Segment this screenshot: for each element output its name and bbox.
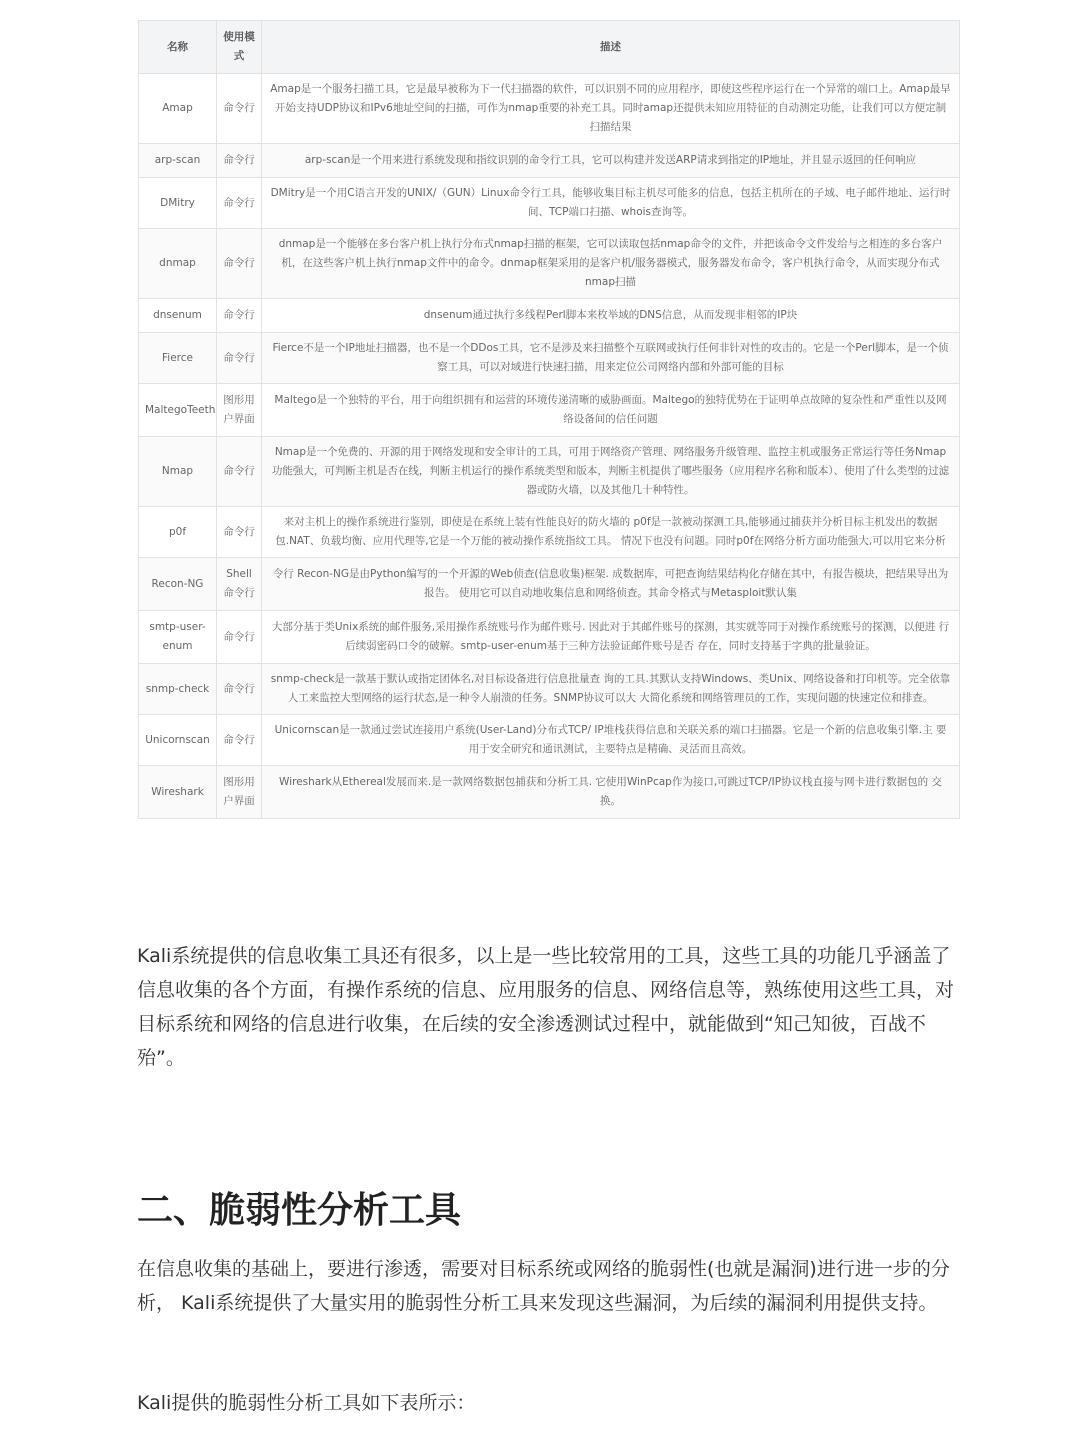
cell-mode: 命令行 [217,715,262,766]
cell-desc: 来对主机上的操作系统进行鉴别，即使是在系统上装有性能良好的防火墙的 p0f是一款被动探测工具,能够通过捕获并分析目标主机发出的数据包.NAT、负载均衡、应用代理等,它是一个万能的被动操作系统指纹工具。 情况下也没有问题。同时p0f在网络分析方面功能强大,可以用它来分析 [262,507,960,558]
cell-desc: DMitry是一个用C语言开发的UNIX/（GUN）Linux命令行工具，能够收集目标主机尽可能多的信息，包括主机所在的子域、电子邮件地址、运行时间、TCP端口扫描、whois查询等。 [262,178,960,229]
cell-desc: dnmap是一个能够在多台客户机上执行分布式nmap扫描的框架，它可以读取包括nmap命令的文件，并把该命令文件发给与之相连的多台客户机，在这些客户机上执行nmap文件中的命令。dnmap框架采用的是客户机/服务器模式，服务器发布命令，客户机执行命令，从而实现分布式nmap扫描 [262,229,960,299]
tools-table [138,20,960,819]
cell-desc: Wireshark从Ethereal发展而来.是一款网络数据包捕获和分析工具. 它使用WinPcap作为接口,可跳过TCP/IP协议栈直接与网卡进行数据包的 交换。 [262,766,960,819]
cell-mode: 命令行 [217,229,262,299]
cell-name: Amap [139,74,217,144]
cell-mode: 图形用户界面 [217,766,262,819]
cell-name: dnsenum [139,299,217,333]
cell-mode: 命令行 [217,299,262,333]
cell-name: Recon-NG [139,558,217,611]
table-row [139,664,960,715]
header-mode: 使用模式 [217,21,262,74]
intro-paragraph: 在信息收集的基础上，要进行渗透，需要对目标系统或网络的脆弱性(也就是漏洞)进行进一步的分析， Kali系统提供了大量实用的脆弱性分析工具来发现这些漏洞，为后续的漏洞利用提供支持。 [137,1258,950,1314]
table-row [139,333,960,384]
cell-desc: snmp-check是一款基于默认或指定团体名,对目标设备进行信息批量查 询的工具.其默认支持Windows、类Unix、网络设备和打印机等。完全依靠 人工来监控大型网络的运行状态,是一种令人崩溃的任务。SNMP协议可以大 大简化系统和网络管理员的工作，实现问题的快速定位和排查。 [262,664,960,715]
header-name: 名称 [139,21,217,74]
table-header-row [139,21,960,74]
cell-desc: arp-scan是一个用来进行系统发现和指纹识别的命令行工具，它可以构建并发送ARP请求到指定的IP地址，并且显示返回的任何响应 [262,144,960,178]
cell-mode: Shell命令行 [217,558,262,611]
table-row [139,299,960,333]
cell-mode: 命令行 [217,178,262,229]
cell-mode: 命令行 [217,74,262,144]
cell-mode: 图形用户界面 [217,384,262,437]
cell-desc: Maltego是一个独特的平台，用于向组织拥有和运营的环境传递清晰的威胁画面。Maltego的独特优势在于证明单点故障的复杂性和严重性以及网络设备间的信任问题 [262,384,960,437]
table-row [139,611,960,664]
cell-mode: 命令行 [217,333,262,384]
cell-desc: Unicornscan是一款通过尝试连接用户系统(User-Land)分布式TCP/ IP堆栈获得信息和关联关系的端口扫描器。它是一个新的信息收集引擎.主 要用于安全研究和通讯测试，主要特点是精确、灵活而且高效。 [262,715,960,766]
header-desc: 描述 [262,21,960,74]
table-row [139,384,960,437]
cell-name: arp-scan [139,144,217,178]
cell-mode: 命令行 [217,507,262,558]
cell-desc: 大部分基于类Unix系统的邮件服务,采用操作系统账号作为邮件账号. 因此对于其邮件账号的探测，其实就等同于对操作系统账号的探测，以便进 行后续弱密码口令的破解。smtp-user-enum基于三种方法验证邮件账号是否 存在，同时支持基于字典的批量验证。 [262,611,960,664]
cell-desc: Fierce不是一个IP地址扫描器，也不是一个DDos工具，它不是涉及来扫描整个互联网或执行任何非针对性的攻击的。它是一个Perl脚本，是一个侦察工具，可以对域进行快速扫描，用来定位公司网络内部和外部可能的目标 [262,333,960,384]
table-caption: Kali提供的脆弱性分析工具如下表所示： [137,1392,476,1414]
cell-name: Wireshark [139,766,217,819]
cell-name: snmp-check [139,664,217,715]
table-row [139,144,960,178]
summary-paragraph: Kali系统提供的信息收集工具还有很多，以上是一些比较常用的工具，这些工具的功能几乎涵盖了信息收集的各个方面，有操作系统的信息、应用服务的信息、网络信息等，熟练使用这些工具，对目标系统和网络的信息进行收集，在后续的安全渗透测试过程中，就能做到“知己知彼，百战不殆”。 [137,945,955,1069]
table-row [139,715,960,766]
table-row [139,178,960,229]
cell-mode: 命令行 [217,437,262,507]
table-row [139,766,960,819]
cell-name: Unicornscan [139,715,217,766]
cell-mode: 命令行 [217,664,262,715]
cell-name: smtp-user-enum [139,611,217,664]
cell-name: DMitry [139,178,217,229]
table-row [139,558,960,611]
cell-desc: Nmap是一个免费的、开源的用于网络发现和安全审计的工具，可用于网络资产管理、网络服务升级管理、监控主机或服务正常运行等任务Nmap功能强大，可判断主机是否在线，判断主机运行的操作系统类型和版本，判断主机提供了哪些服务（应用程序名称和版本）、使用了什么类型的过滤器或防火墙，以及其他几十种特性。 [262,437,960,507]
cell-desc: Amap是一个服务扫描工具，它是最早被称为下一代扫描器的软件，可以识别不同的应用程序，即使这些程序运行在一个异常的端口上。Amap最早开始支持UDP协议和IPv6地址空间的扫描，可作为nmap重要的补充工具。同时amap还提供未知应用特征的自动测定功能，让我们可以方便定制扫描结果 [262,74,960,144]
table-row [139,74,960,144]
cell-desc: 令行 Recon-NG是由Python编写的一个开源的Web侦查(信息收集)框架. 成数据库，可把查询结果结构化存储在其中，有报告模块，把结果导出为报告。 使用它可以自动地收集信息和网络侦查。其命令格式与Metasploit默认集 [262,558,960,611]
table-row [139,437,960,507]
cell-name: dnmap [139,229,217,299]
table-row [139,229,960,299]
cell-desc: dnsenum通过执行多线程Perl脚本来枚举域的DNS信息，从而发现非相邻的IP块 [262,299,960,333]
table-row [139,507,960,558]
section-heading: 二、脆弱性分析工具 [137,1190,462,1231]
cell-name: Nmap [139,437,217,507]
table-body [139,74,960,819]
cell-mode: 命令行 [217,611,262,664]
cell-name: Fierce [139,333,217,384]
table-header [139,21,960,74]
cell-mode: 命令行 [217,144,262,178]
cell-name: p0f [139,507,217,558]
cell-name: MaltegoTeeth [139,384,217,437]
